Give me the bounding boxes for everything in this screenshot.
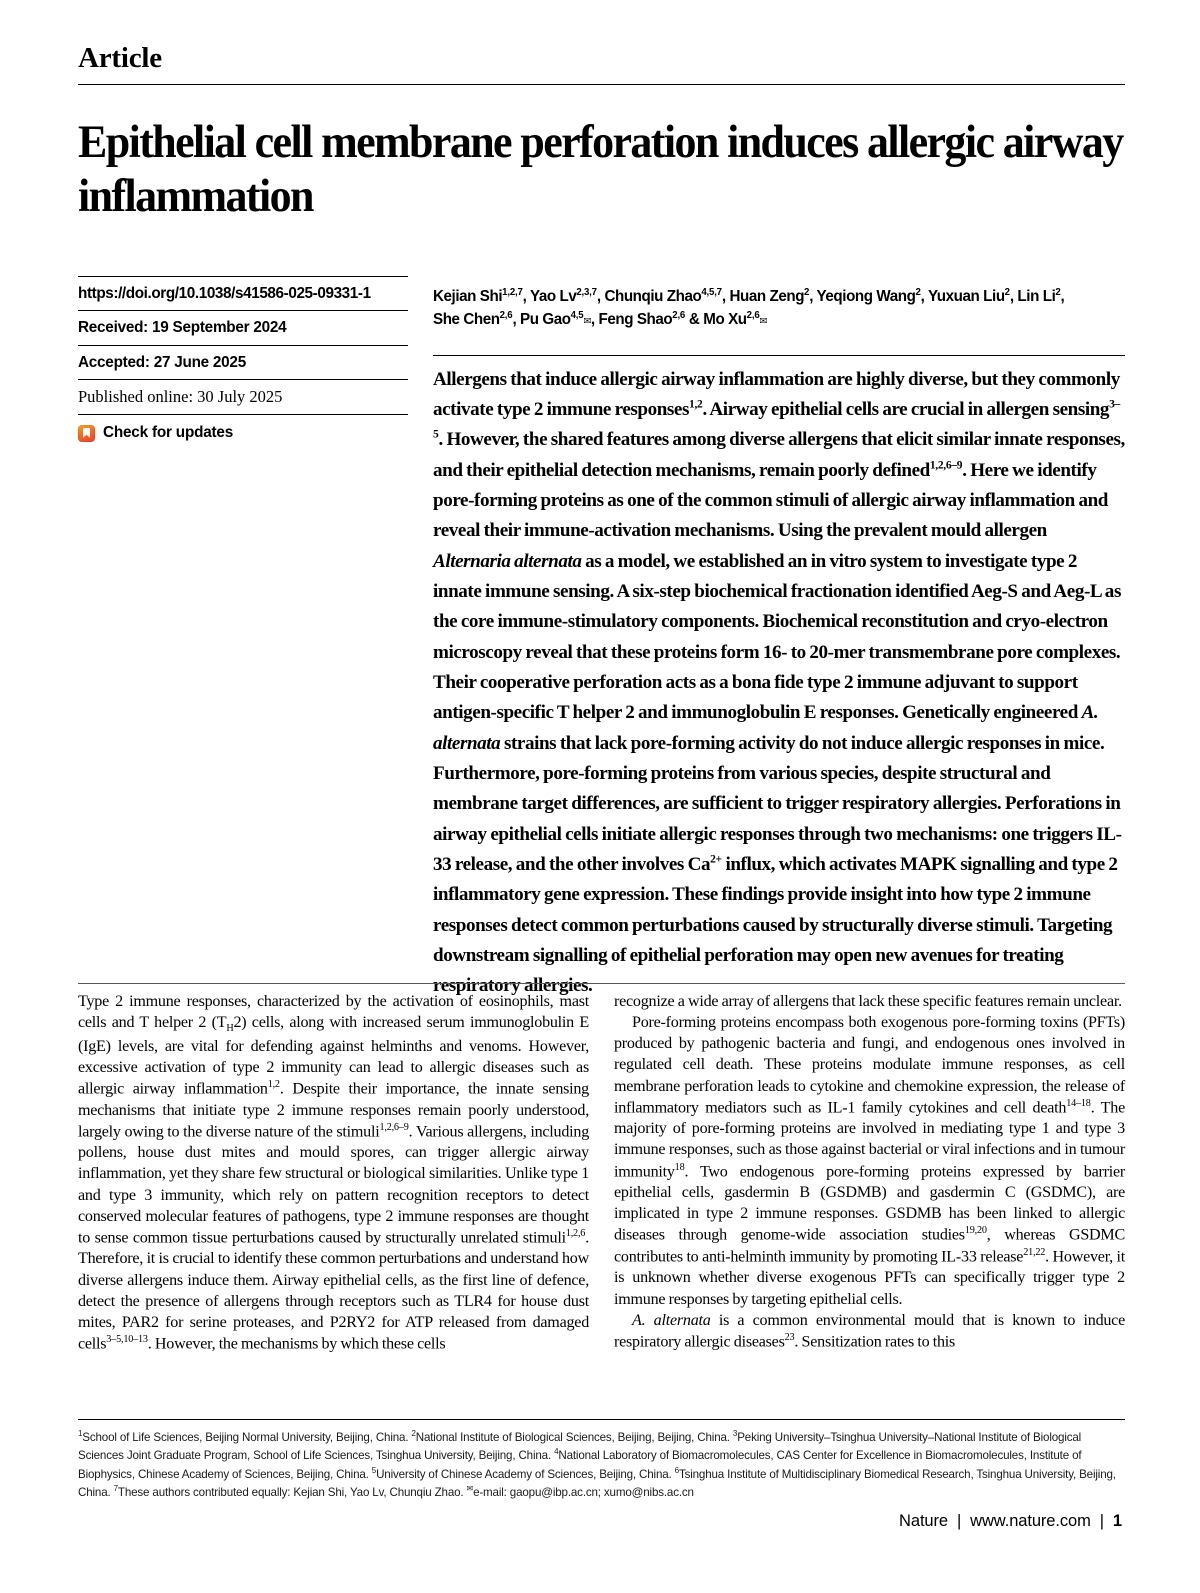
page-number: 1 (1112, 1512, 1122, 1530)
author-line-2: She Chen$^{2,6}$, Pu Gao$^{4,5}$✉, Feng Shao$^{2,6}$ & Mo Xu$^{2,6}$✉ (433, 309, 767, 328)
doi-link[interactable]: https://doi.org/10.1038/s41586-025-09331-1 (78, 276, 408, 310)
article-header (78, 44, 1125, 254)
journal-name: Nature (899, 1512, 948, 1530)
body-column-left (78, 991, 589, 1355)
footer-separator-2: | (1099, 1512, 1104, 1530)
authors-and-abstract (433, 286, 1125, 1002)
received-date: Received: 19 September 2024 (78, 310, 408, 344)
body-paragraph: Pore-forming proteins encompass both exogenous pore-forming toxins (PFTs) produced by pathogenic bacteria and fungi, and endogenous ones involved in regulated cell death. These proteins modulate immune responses, as cell membrane perforation leads to cytokine and chemokine expression, the release of inflammatory mediators such as IL-1 family cytokines and cell death$^{14-18}$. The majority of pore-forming proteins are involved in mediating type 1 and type 3 immune responses, such as those against bacterial or viral infections and in tumour immunity$^{18}$. Two endogenous pore-forming proteins expressed by barrier epithelial cells, gasdermin B (GSDMB) and gasdermin C (GSDMC), are implicated in type 2 immune responses. GSDMB has been linked to allergic diseases through genome-wide association studies$^{19,20}$, whereas GSDMC contributes to anti-helminth immunity by promoting IL-33 release$^{21,22}$. However, it is unknown whether diverse exogenous PFTs can specifically trigger type 2 immune responses by targeting epithelial cells. (614, 1014, 1125, 1308)
article-metadata-panel (78, 276, 408, 442)
crossmark-icon (78, 425, 95, 442)
body-columns (78, 991, 1125, 1355)
author-line-1: Kejian Shi$^{1,2,7}$, Yao Lv$^{2,3,7}$, Chunqiu Zhao$^{4,5,7}$, Huan Zeng$^2$, Yeqiong Wang$^2$, Yuxuan Liu$^2$, Lin Li$^2$, (433, 287, 1065, 306)
body-column-right (614, 991, 1125, 1355)
published-date: Published online: 30 July 2025 (78, 379, 408, 415)
accepted-date: Accepted: 27 June 2025 (78, 345, 408, 379)
affiliations-divider (78, 1419, 1125, 1420)
body-paragraph: recognize a wide array of allergens that lack these specific features remain unclear. (614, 993, 1122, 1010)
title-divider (78, 84, 1125, 85)
abstract-divider (433, 355, 1125, 356)
check-for-updates-button[interactable] (78, 414, 408, 442)
abstract-text: Allergens that induce allergic airway inflammation are highly diverse, but they commonly activate type 2 immune responses$^{1,2}$. Airway epithelial cells are crucial in allergen sensing$^{3-5}$. However, the shared features among diverse allergens that elicit similar innate responses, and their epithelial detection mechanisms, remain poorly defined$^{1,2,6-9}$. Here we identify pore-forming proteins as one of the common stimuli of allergic airway inflammation and reveal their immune-activation mechanisms. Using the prevalent mould allergen Alternaria alternata as a model, we established an in vitro system to investigate type 2 innate immune sensing. A six-step biochemical fractionation identified Aeg-S and Aeg-L as the core immune-stimulatory components. Biochemical reconstitution and cryo-electron microscopy reveal that these proteins form 16- to 20-mer transmembrane pore complexes. Their cooperative perforation acts as a bona fide type 2 immune adjuvant to support antigen-specific T helper 2 and immunoglobulin E responses. Genetically engineered A. alternata strains that lack pore-forming activity do not induce allergic responses in mice. Furthermore, pore-forming proteins from various species, despite structural and membrane target differences, are sufficient to trigger respiratory allergies. Perforations in airway epithelial cells initiate allergic responses through two mechanisms: one triggers IL-33 release, and the other involves $Ca^{2+}$ influx, which activates MAPK signalling and type 2 inflammatory gene expression. These findings provide insight into how type 2 immune responses detect common perturbations caused by structurally diverse stimuli. Targeting downstream signalling of epithelial perforation may open new avenues for treating respiratory allergies. (433, 368, 1125, 997)
check-for-updates-label: Check for updates (103, 424, 234, 442)
journal-website[interactable]: www.nature.com (970, 1512, 1091, 1530)
page-title: Epithelial cell membrane perforation induces allergic airway inflammation (78, 116, 1123, 222)
body-paragraph: A. alternata is a common environmental mould that is known to induce respiratory allergic diseases$^{23}$. Sensitization rates to this (614, 1311, 1125, 1351)
page-footer (899, 1512, 1122, 1531)
article-type-label: Article (78, 42, 162, 74)
affiliations-text: $^1$School of Life Sciences, Beijing Normal University, Beijing, China. $^2$National Institute of Biological Sciences, Beijing, Beijing, China. $^3$Peking University–Tsinghua University–National Institute of Biological Sciences Joint Graduate Program, School of Life Sciences, Tsinghua University, Beijing, China. $^4$National Laboratory of Biomacromolecules, CAS Center for Excellence in Biomacromolecules, Institute of Biophysics, Chinese Academy of Sciences, Beijing, China. $^5$University of Chinese Academy of Sciences, Beijing, China. $^6$Tsinghua Institute of Multidisciplinary Biomedical Research, Tsinghua University, Beijing, China. $^7$These authors contributed equally: Kejian Shi, Yao Lv, Chunqiu Zhao. ✉e-mail: gaopu@ibp.ac.cn; xumo@nibs.ac.cn (78, 1429, 1116, 1500)
footer-separator-1: | (956, 1512, 962, 1530)
author-list (433, 286, 1115, 332)
body-divider (78, 983, 1125, 984)
body-paragraph: Type 2 immune responses, characterized by the activation of eosinophils, mast cells and T helper 2 $(T_H2)$ cells, along with increased serum immunoglobulin E (IgE) levels, are vital for defending against helminths and venoms. However, excessive activation of type 2 immunity can lead to allergic diseases such as allergic airway inflammation$^{1,2}$. Despite their importance, the innate sensing mechanisms that initiate type 2 immune responses remain poorly understood, largely owing to the diverse nature of the stimuli$^{1,2,6-9}$. Various allergens, including pollens, house dust mites and mould spores, can trigger allergic airway inflammation, yet they share few structural or biological similarities. Unlike type 1 and type 3 immunity, which rely on pattern recognition receptors to detect conserved molecular features of pathogens, type 2 immune responses are thought to sense common tissue perturbations caused by structurally unrelated stimuli$^{1,2,6}$. Therefore, it is crucial to identify these common perturbations and understand how diverse allergens induce them. Airway epithelial cells, as the first line of defence, detect the presence of allergens through receptors such as TLR4 for house dust mites, PAR2 for serine proteases, and P2RY2 for ATP released from damaged cells$^{3-5,10-13}$. However, the mechanisms by which these cells (78, 993, 590, 1353)
